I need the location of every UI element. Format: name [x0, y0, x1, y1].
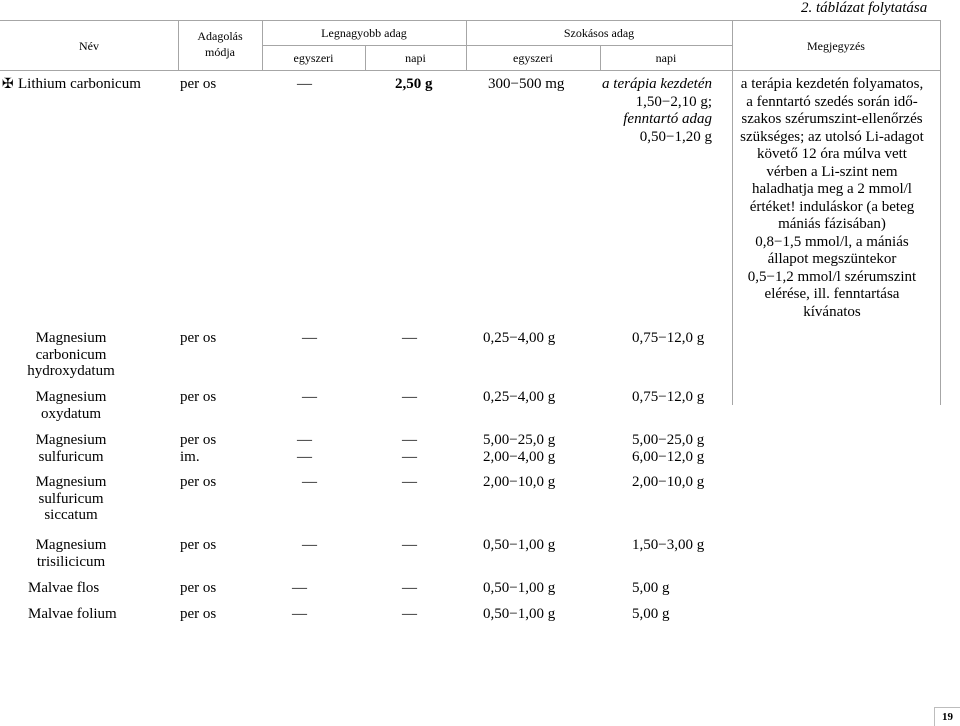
- drug-name: [0, 432, 142, 465]
- usual-daily-dose: [632, 432, 704, 466]
- max-daily-dose: —: [402, 474, 417, 490]
- usual-daily-dose: 1,50−3,00 g: [632, 537, 705, 553]
- drug-name-line: sulfuricum: [38, 490, 104, 507]
- dose-line: 2,00−4,00 g: [483, 449, 556, 465]
- usual-daily-dose: 2,00−10,0 g: [632, 474, 705, 490]
- max-single-dose: —: [292, 580, 307, 596]
- dose-line: —: [402, 449, 417, 465]
- drug-name-line: trisilicicum: [36, 553, 106, 570]
- usual-single-dose: 300−500 mg: [488, 76, 565, 92]
- route: per os: [180, 76, 217, 92]
- max-daily-dose: —: [402, 580, 417, 596]
- max-daily-dose: [402, 432, 417, 466]
- usual-daily-dose: 5,00 g: [632, 580, 670, 596]
- usual-daily-line: fenntartó adag: [623, 111, 712, 127]
- max-daily-dose: 2,50 g: [395, 76, 433, 92]
- table-rule: [262, 45, 732, 46]
- remarks-line: szakos szérumszint-ellenőrzés: [741, 111, 923, 127]
- drug-name-line: Magnesium: [35, 474, 107, 490]
- remarks-line: követő 12 óra múlva vett: [757, 146, 907, 162]
- dose-line: 5,00−25,0 g: [483, 432, 556, 448]
- usual-daily-dose: 0,75−12,0 g: [632, 389, 705, 405]
- max-single-dose: —: [302, 330, 317, 346]
- header-max-daily: napi: [405, 51, 426, 65]
- route: [180, 432, 216, 466]
- drug-name-line: Magnesium: [35, 389, 107, 405]
- dose-line: —: [297, 432, 312, 448]
- max-single-dose: —: [302, 537, 317, 553]
- drug-name: [0, 330, 142, 380]
- route: per os: [180, 389, 217, 405]
- max-single-dose: —: [297, 76, 312, 92]
- usual-single-dose: 0,25−4,00 g: [483, 330, 556, 346]
- usual-single-dose: 0,50−1,00 g: [483, 580, 556, 596]
- usual-daily-line: 1,50−2,10 g;: [635, 93, 712, 110]
- max-single-dose: —: [302, 474, 317, 490]
- max-single-dose: —: [292, 606, 307, 622]
- remarks-line: 0,8−1,5 mmol/l, a mániás: [755, 233, 909, 250]
- usual-single-dose: [483, 432, 555, 466]
- header-max-single: egyszeri: [293, 51, 334, 65]
- drug-name-line: sulfuricum: [38, 448, 104, 465]
- route-line: im.: [180, 449, 200, 465]
- dose-line: —: [402, 432, 417, 448]
- remarks-line: elérése, ill. fenntartása: [764, 286, 900, 302]
- drug-name: Lithium carbonicum: [18, 76, 141, 92]
- remarks-line: állapot megszüntekor: [767, 251, 897, 267]
- usual-daily-dose: 0,75−12,0 g: [632, 330, 705, 346]
- drug-name-line: siccatum: [44, 507, 98, 523]
- remarks-line: 0,5−1,2 mmol/l szérumszint: [747, 268, 917, 285]
- usual-single-dose: 0,50−1,00 g: [483, 537, 556, 553]
- remarks-line: szükséges; az utolsó Li-adagot: [740, 128, 924, 145]
- header-name: Név: [79, 39, 99, 53]
- header-usual-daily: napi: [655, 51, 677, 65]
- usual-daily-line: 0,50−1,20 g: [639, 128, 712, 145]
- remarks-line: a fenntartó szedés során idő-: [746, 93, 918, 110]
- drug-name: Malvae flos: [28, 580, 100, 596]
- page-number: 19: [934, 707, 960, 726]
- route: per os: [180, 330, 217, 346]
- route: per os: [180, 537, 217, 553]
- header-remarks: Megjegyzés: [807, 39, 865, 53]
- table-caption: 2. táblázat folytatása: [801, 0, 928, 16]
- max-daily-dose: —: [402, 606, 417, 622]
- remarks-line: értéket! induláskor (a beteg: [749, 198, 915, 215]
- cross-marker-icon: ✠: [2, 76, 14, 92]
- dose-line: —: [297, 449, 312, 465]
- route-line: per os: [180, 432, 217, 448]
- route: per os: [180, 606, 217, 622]
- drug-name-line: hydroxydatum: [27, 363, 115, 379]
- table-rule: [940, 20, 941, 405]
- max-single-dose: —: [302, 389, 317, 405]
- drug-name-line: carbonicum: [35, 346, 107, 363]
- dose-line: 5,00−25,0 g: [632, 432, 705, 448]
- header-route-line1: Adagolás: [197, 29, 243, 43]
- remarks: [732, 76, 932, 321]
- table-rule: [0, 20, 941, 21]
- usual-single-dose: 0,25−4,00 g: [483, 389, 556, 405]
- remarks-line: a terápia kezdetén folyamatos,: [740, 76, 924, 92]
- max-daily-dose: —: [402, 330, 417, 346]
- drug-name-line: Magnesium: [35, 432, 107, 448]
- remarks-line: haladhatja meg a 2 mmol/l: [752, 181, 912, 197]
- header-route-line2: módja: [205, 45, 235, 59]
- header-max-dose: Legnagyobb adag: [321, 26, 407, 40]
- drug-name: Malvae folium: [28, 606, 117, 622]
- drug-name-line: Magnesium: [35, 330, 107, 346]
- route: per os: [180, 474, 217, 490]
- drug-name-line: Magnesium: [35, 537, 107, 553]
- usual-daily-dose: 5,00 g: [632, 606, 670, 622]
- usual-daily-line: a terápia kezdetén: [602, 76, 712, 92]
- max-daily-dose: —: [402, 389, 417, 405]
- table-rule: [0, 70, 941, 71]
- remarks-line: vérben a Li-szint nem: [766, 163, 898, 180]
- drug-name-line: oxydatum: [41, 405, 101, 422]
- drug-name: [0, 537, 142, 570]
- usual-single-dose: 0,50−1,00 g: [483, 606, 556, 622]
- dose-line: 6,00−12,0 g: [632, 449, 705, 465]
- max-single-dose: [297, 432, 312, 466]
- usual-single-dose: 2,00−10,0 g: [483, 474, 556, 490]
- drug-name: [0, 474, 142, 524]
- header-usual-single: egyszeri: [513, 51, 553, 65]
- header-usual-dose: Szokásos adag: [563, 26, 635, 40]
- drug-name: [0, 389, 142, 422]
- route: per os: [180, 580, 217, 596]
- max-daily-dose: —: [402, 537, 417, 553]
- remarks-line: kívánatos: [803, 303, 861, 320]
- usual-daily-dose: [560, 76, 712, 146]
- remarks-line: mániás fázisában): [778, 216, 886, 232]
